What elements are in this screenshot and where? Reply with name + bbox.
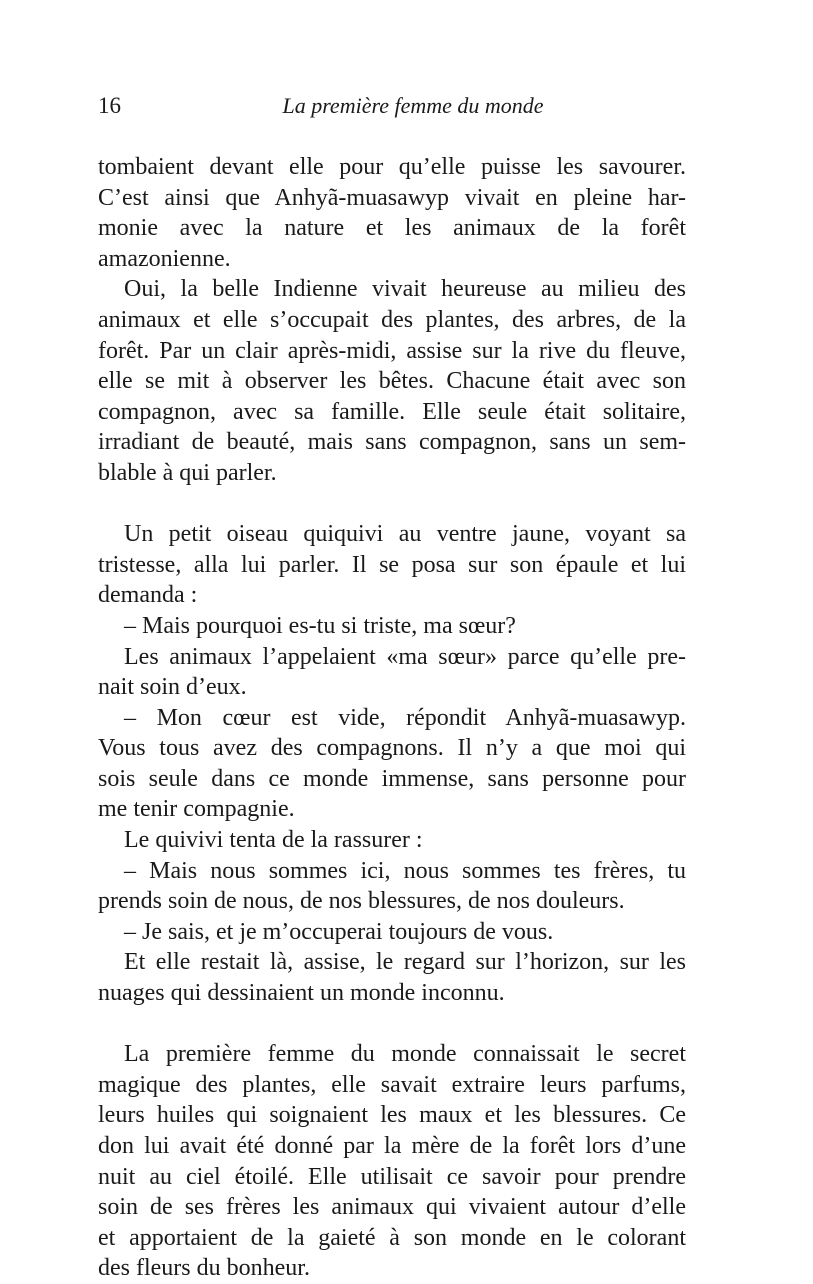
page-number: 16 — [98, 93, 121, 118]
text-line: nuages qui dessinaient un monde inconnu. — [98, 980, 505, 1007]
text-line: – Mais pourquoi es-tu si triste, ma sœur? — [124, 612, 516, 639]
running-head — [98, 90, 688, 122]
text-line: tombaient devant elle pour qu’elle puisse les savourer. — [98, 154, 686, 180]
text-line: compagnon, avec sa famille. Elle seule était solitaire, — [98, 398, 686, 425]
text-line: – Mais nous sommes ici, nous sommes tes frères, tu — [124, 857, 686, 884]
text-line: et apportaient de la gaieté à son monde en le colorant — [98, 1224, 686, 1251]
text-line: leurs huiles qui soignaient les maux et les blessures. Ce — [98, 1102, 686, 1129]
text-line: me tenir compagnie. — [98, 796, 295, 823]
text-line: sois seule dans ce monde immense, sans personne pour — [98, 765, 686, 792]
section-break — [98, 1009, 686, 1040]
text-line: Vous tous avez des compagnons. Il n’y a que moi qui — [98, 735, 686, 762]
text-line: nuit au ciel étoilé. Elle utilisait ce savoir pour prendre — [98, 1163, 686, 1190]
text-line: Le quivivi tenta de la rassurer : — [124, 827, 423, 854]
text-line: animaux et elle s’occupait des plantes, des arbres, de la — [98, 306, 686, 333]
text-line: elle se mit à observer les bêtes. Chacune était avec son — [98, 368, 686, 395]
text-line: Et elle restait là, assise, le regard sur l’horizon, sur les — [124, 949, 686, 976]
text-line: demanda : — [98, 582, 198, 609]
text-line: magique des plantes, elle savait extraire leurs parfums, — [98, 1071, 686, 1098]
text-line: irradiant de beauté, mais sans compagnon, sans un sem- — [98, 429, 686, 456]
text-line: Les animaux l’appelaient «ma sœur» parce qu’elle pre- — [124, 643, 686, 670]
text-line: prends soin de nous, de nos blessures, de nos douleurs. — [98, 888, 625, 915]
text-line: amazonienne. — [98, 245, 231, 272]
text-line: – Je sais, et je m’occuperai toujours de vous. — [124, 918, 554, 945]
text-line: forêt. Par un clair après-midi, assise sur la rive du fleuve, — [98, 337, 686, 364]
text-line: nait soin d’eux. — [98, 674, 247, 701]
section-break — [98, 489, 686, 520]
text-line: – Mon cœur est vide, répondit Anhyã-muasawyp. — [124, 704, 686, 731]
text-line: La première femme du monde connaissait le secret — [124, 1041, 686, 1068]
text-line: monie avec la nature et les animaux de la forêt — [98, 215, 686, 242]
text-line: C’est ainsi que Anhyã-muasawyp vivait en pleine har- — [98, 184, 686, 211]
text-line: Oui, la belle Indienne vivait heureuse au milieu des — [124, 276, 686, 303]
running-title: La première femme du monde — [282, 93, 544, 118]
text-line: don lui avait été donné par la mère de la forêt lors d’une — [98, 1133, 686, 1159]
body-text — [98, 152, 686, 1284]
text-line: tristesse, alla lui parler. Il se posa sur son épaule et lui — [98, 551, 686, 578]
text-line: blable à qui parler. — [98, 459, 277, 486]
text-line: soin de ses frères les animaux qui vivaient autour d’elle — [98, 1194, 686, 1221]
text-line: Un petit oiseau quiquivi au ventre jaune, voyant sa — [124, 521, 686, 548]
text-line: des fleurs du bonheur. — [98, 1255, 310, 1282]
